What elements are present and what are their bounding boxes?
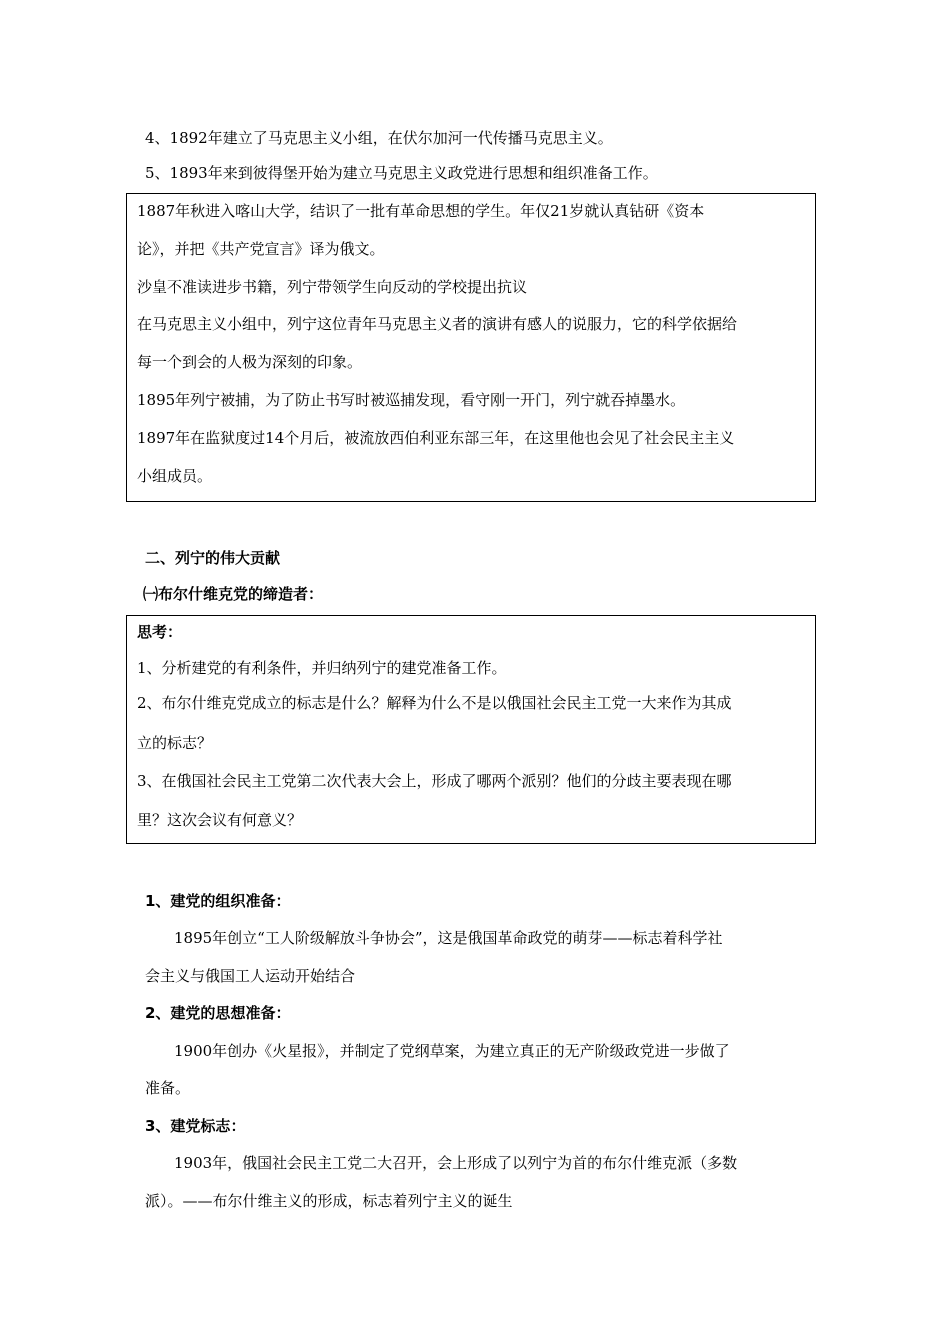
info-line: 1887年秋进入喀山大学，结识了一批有革命思想的学生。年仅21岁就认真钻研《资本 xyxy=(137,202,705,220)
point-text: 派）。——布尔什维主义的形成，标志着列宁主义的诞生 xyxy=(145,1192,513,1210)
think-line: 1、分析建党的有利条件，并归纳列宁的建党准备工作。 xyxy=(137,659,507,677)
point-text: 准备。 xyxy=(145,1079,191,1097)
point-text: 1900年创办《火星报》，并制定了党纲草案，为建立真正的无产阶级政党进一步做了 xyxy=(174,1042,730,1060)
section-title: 二、列宁的伟大贡献 xyxy=(145,549,281,567)
point-text: 1903年，俄国社会民主工党二大召开，会上形成了以列宁为首的布尔什维克派（多数 xyxy=(174,1154,738,1172)
think-line: 3、在俄国社会民主工党第二次代表大会上，形成了哪两个派别？他们的分歧主要表现在哪 xyxy=(137,772,732,790)
info-line: 小组成员。 xyxy=(137,467,213,485)
think-line: 立的标志？ xyxy=(137,734,213,752)
intro-item-5: 5、1893年来到彼得堡开始为建立马克思主义政党进行思想和组织准备工作。 xyxy=(145,164,658,182)
think-line: 2、布尔什维克党成立的标志是什么？解释为什么不是以俄国社会民主工党一大来作为其成 xyxy=(137,694,732,712)
think-box xyxy=(126,615,816,844)
info-line: 在马克思主义小组中，列宁这位青年马克思主义者的演讲有感人的说服力，它的科学依据给 xyxy=(137,315,738,333)
info-box xyxy=(126,193,816,502)
point-text: 会主义与俄国工人运动开始结合 xyxy=(145,967,356,985)
info-line: 每一个到会的人极为深刻的印象。 xyxy=(137,353,363,371)
info-line: 1895年列宁被捕，为了防止书写时被巡捕发现，看守刚一开门，列宁就吞掉墨水。 xyxy=(137,391,686,409)
point-heading-1: 1、建党的组织准备： xyxy=(145,892,291,910)
info-line: 1897年在监狱度过14个月后，被流放西伯利亚东部三年，在这里他也会见了社会民主主义 xyxy=(137,429,735,447)
think-line: 里？这次会议有何意义？ xyxy=(137,811,303,829)
subsection-title: ㈠布尔什维克党的缔造者： xyxy=(143,585,324,603)
info-line: 论》，并把《共产党宣言》译为俄文。 xyxy=(137,240,385,258)
info-line: 沙皇不准读进步书籍，列宁带领学生向反动的学校提出抗议 xyxy=(137,278,528,296)
point-text: 1895年创立“工人阶级解放斗争协会”，这是俄国革命政党的萌芽——标志着科学社 xyxy=(174,929,723,947)
intro-item-4: 4、1892年建立了马克思主义小组，在伏尔加河一代传播马克思主义。 xyxy=(145,129,613,147)
point-heading-3: 3、建党标志： xyxy=(145,1117,246,1135)
point-heading-2: 2、建党的思想准备： xyxy=(145,1004,291,1022)
think-heading: 思考： xyxy=(137,623,183,641)
